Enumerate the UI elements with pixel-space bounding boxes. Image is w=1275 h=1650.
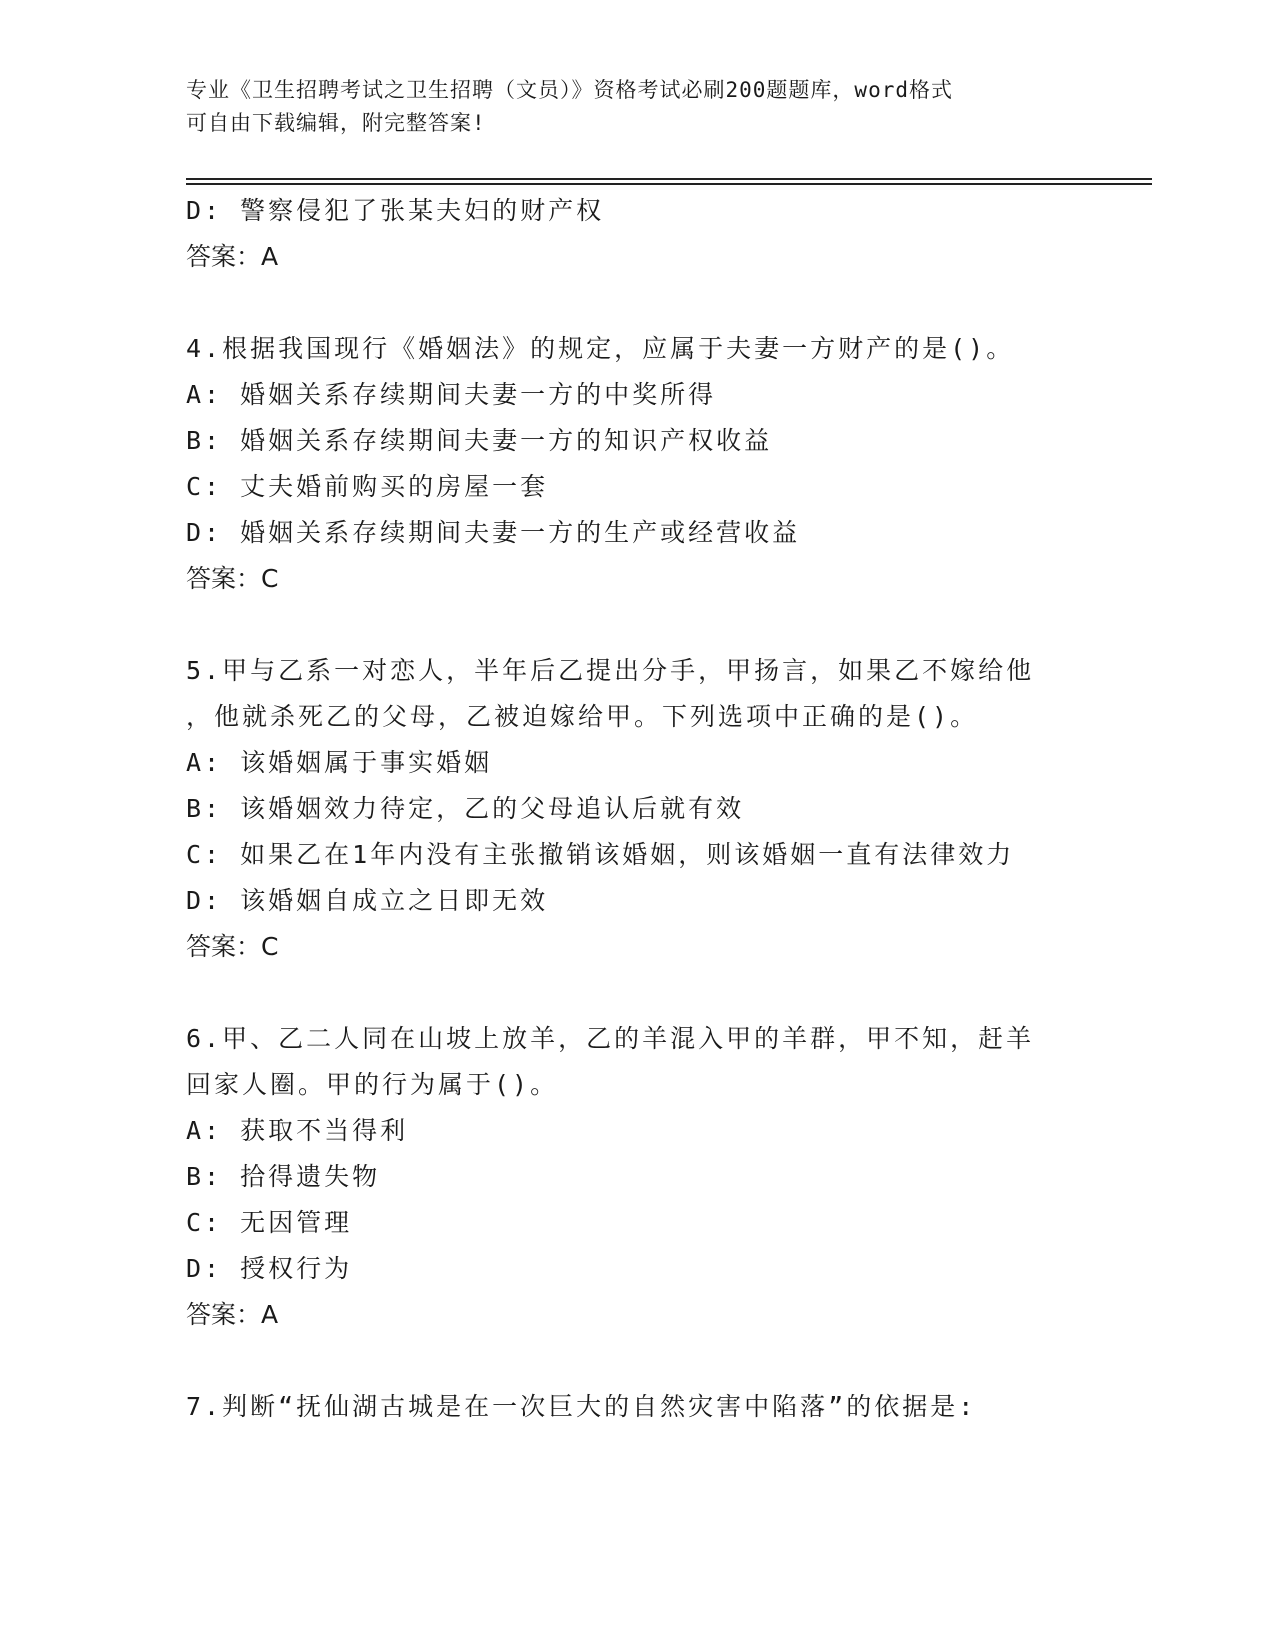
- answer: 答案：A: [186, 242, 279, 271]
- document-header: [186, 74, 1086, 140]
- question-stem-line-2: 回家人圈。甲的行为属于()。: [186, 1070, 559, 1099]
- question-list: [186, 188, 1086, 1430]
- option-a: A: 婚姻关系存续期间夫妻一方的中奖所得: [186, 380, 717, 409]
- option-d: D: 授权行为: [186, 1254, 353, 1283]
- option-a: A: 该婚姻属于事实婚姻: [186, 748, 493, 777]
- header-title-line-1: 专业《卫生招聘考试之卫生招聘（文员）》资格考试必刷200题题库，word格式: [186, 78, 953, 102]
- question-6: [186, 1016, 1086, 1338]
- option-a: A: 获取不当得利: [186, 1116, 409, 1145]
- question-3-tail: [186, 188, 1086, 280]
- answer: 答案：C: [186, 932, 279, 961]
- spacer: [186, 970, 1086, 1016]
- option-b: B: 该婚姻效力待定，乙的父母追认后就有效: [186, 794, 745, 823]
- question-4: [186, 326, 1086, 602]
- spacer: [186, 1338, 1086, 1384]
- answer: 答案：C: [186, 564, 279, 593]
- question-stem: 7.判断“抚仙湖古城是在一次巨大的自然灾害中陷落”的依据是:: [186, 1392, 977, 1421]
- question-7: [186, 1384, 1086, 1430]
- option-c: C: 如果乙在1年内没有主张撤销该婚姻，则该婚姻一直有法律效力: [186, 840, 1015, 869]
- header-divider-top: [186, 178, 1152, 180]
- option-d: D: 警察侵犯了张某夫妇的财产权: [186, 196, 605, 225]
- option-b: B: 婚姻关系存续期间夫妻一方的知识产权收益: [186, 426, 773, 455]
- question-stem: 4.根据我国现行《婚姻法》的规定，应属于夫妻一方财产的是()。: [186, 334, 1015, 363]
- option-c: C: 无因管理: [186, 1208, 353, 1237]
- option-d: D: 婚姻关系存续期间夫妻一方的生产或经营收益: [186, 518, 801, 547]
- spacer: [186, 280, 1086, 326]
- option-c: C: 丈夫婚前购买的房屋一套: [186, 472, 549, 501]
- question-5: [186, 648, 1086, 970]
- question-stem-line-1: 6.甲、乙二人同在山坡上放羊，乙的羊混入甲的羊群，甲不知，赶羊: [186, 1024, 1035, 1053]
- question-stem-line-2: ，他就杀死乙的父母，乙被迫嫁给甲。下列选项中正确的是()。: [186, 702, 979, 731]
- header-divider-bottom: [186, 183, 1152, 185]
- header-title-line-2: 可自由下载编辑，附完整答案!: [186, 111, 486, 135]
- option-b: B: 拾得遗失物: [186, 1162, 381, 1191]
- answer: 答案：A: [186, 1300, 279, 1329]
- question-stem-line-1: 5.甲与乙系一对恋人，半年后乙提出分手，甲扬言，如果乙不嫁给他: [186, 656, 1035, 685]
- spacer: [186, 602, 1086, 648]
- option-d: D: 该婚姻自成立之日即无效: [186, 886, 549, 915]
